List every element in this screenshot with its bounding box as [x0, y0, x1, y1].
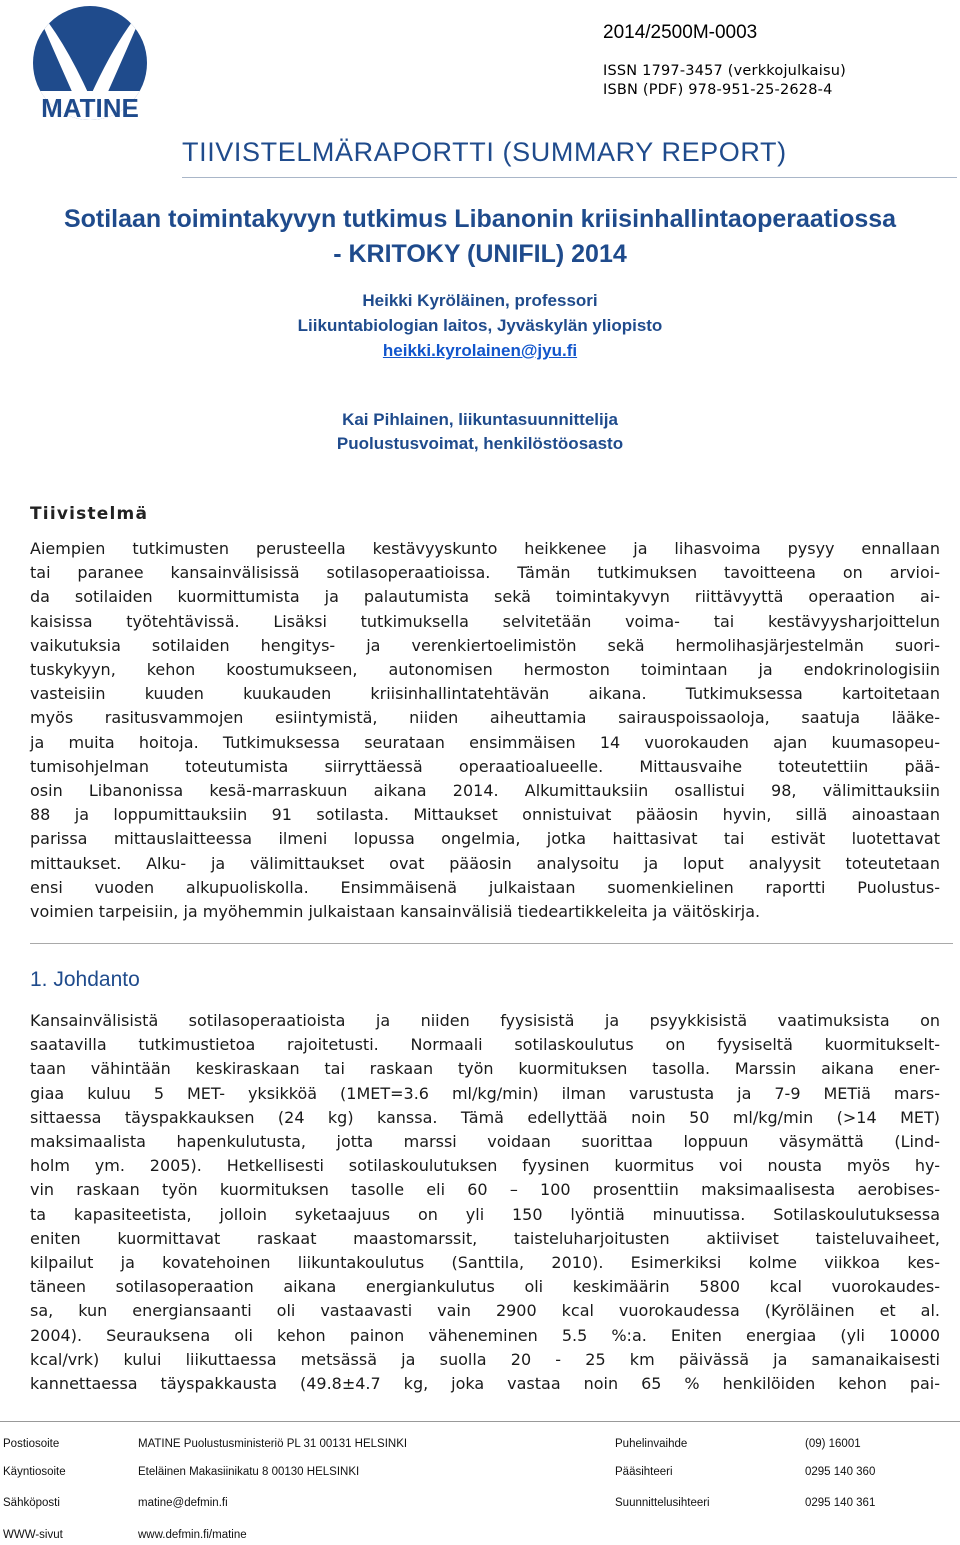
footer-label-email: Sähköposti	[3, 1497, 60, 1509]
section-line: kcal/vrk) kului liikuttaessa metsässä ja suolla 20 - 25 km päivässä ja samanaikaisesti	[30, 1349, 940, 1369]
abstract-line: Aiempien tutkimusten perusteella kestävyyskunto heikkenee ja lihasvoima pysyy ennallaan	[30, 539, 940, 558]
section-line: 2004). Seurauksena oli kehon painon väheneminen 5.5 %:a. Eniten energiaa (yli 10000	[30, 1325, 940, 1345]
section-line: sittaessa täyspakkauksen (24 kg) kanssa. Tämä edellyttää noin 50 ml/kg/min (>14 MET)	[30, 1107, 940, 1127]
divider	[182, 177, 957, 178]
footer-label-postal: Postiosoite	[3, 1438, 60, 1450]
footer-value-planning-secretary: 0295 140 361	[805, 1497, 876, 1509]
section-line: sa, kun energiansaanti oli vastaavasti vain 2900 kcal vuorokaudessa (Kyröläinen et al.	[30, 1301, 940, 1321]
abstract-line: tumisohjelman toteutumista siirryttäessä operaatioalueelle. Mittausvaihe toteutettiin pää-	[30, 756, 940, 776]
author-1-email-link[interactable]: heikki.kyrolainen@jyu.fi	[382, 341, 578, 360]
abstract-line: ensi vuoden alkupuoliskolla. Ensimmäisenä julkaistaan suomenkielinen raportti Puolustus-	[30, 877, 940, 897]
abstract-heading: Tiivistelmä	[30, 504, 149, 524]
abstract-line: myös rasitusvammojen esiintymistä, niiden aiheuttamia sairauspoissaoloja, saatuja lääke-	[30, 708, 940, 728]
footer-label-visiting: Käyntiosoite	[3, 1466, 66, 1478]
report-type: TIIVISTELMÄRAPORTTI (SUMMARY REPORT)	[182, 137, 787, 167]
section-body	[30, 1009, 940, 1396]
abstract-line: voimien tarpeisiin, ja myöhemmin julkaistaan kansainvälisiä tiedeartikkeleita ja väitöskirja.	[30, 902, 761, 922]
footer-value-visiting: Eteläinen Makasiinikatu 8 00130 HELSINKI	[138, 1466, 360, 1478]
author-2-name: Kai Pihlainen, liikuntasuunnittelija	[342, 410, 618, 429]
abstract-line: osin Libanonissa kesä-marraskuun aikana 2014. Alkumittauksiin osallistui 98, välimittauksiin	[30, 781, 940, 801]
abstract-line: vasteisiin kuuden kuukauden kriisinhallintatehtävän aikana. Tutkimuksessa kartoitetaan	[30, 684, 940, 704]
issn: ISSN 1797-3457 (verkkojulkaisu)	[603, 63, 846, 79]
section-line: giaa kuluu 5 MET- yksikköä (1MET=3.6 ml/kg/min) ilman varustusta ja 7-9 METiä mars-	[30, 1083, 940, 1103]
logo-wordmark: MATINE	[41, 93, 139, 121]
abstract-line: mittaukset. Alku- ja välimittaukset ovat pääosin analysoitu ja loput analyysit toteutetaan	[30, 853, 940, 873]
title-line-1: Sotilaan toimintakyvyn tutkimus Libanonin kriisinhallintaoperaatiossa	[63, 205, 897, 233]
section-heading: 1. Johdanto	[30, 968, 140, 991]
footer-label-web: WWW-sivut	[3, 1529, 63, 1541]
footer-value-secretary-general: 0295 140 360	[805, 1466, 876, 1478]
section-line: täneen sotilasoperaation aikana energiankulutus oli keskimäärin 5800 kcal vuorokaudes-	[30, 1277, 940, 1297]
divider	[30, 943, 953, 944]
abstract-line: kaisissa työtehtävissä. Lisäksi tutkimuksella selvitetään voima- tai kestävyysharjoittelun	[30, 611, 940, 631]
section-line: saatavilla tutkimustietoa rajoitetusti. Normaali sotilaskoulutus on fyysiseltä kuormitukselt-	[30, 1035, 940, 1055]
section-line: Kansainvälisistä sotilasoperaatioista ja niiden fyysisistä ja psyykkisistä vaatimuksista on	[30, 1011, 940, 1030]
matine-logo-icon	[20, 5, 160, 121]
footer-label-planning-secretary: Suunnittelusihteeri	[615, 1497, 710, 1509]
author-2-affiliation: Puolustusvoimat, henkilöstöosasto	[336, 434, 624, 453]
isbn: ISBN (PDF) 978-951-25-2628-4	[603, 82, 833, 98]
footer-divider	[0, 1421, 960, 1422]
section-line: taan vähintään keskiraskaan tai raskaan työn kuormituksen tasolla. Marssin aikana ener-	[30, 1059, 940, 1079]
footer-label-switchboard: Puhelinvaihde	[615, 1438, 688, 1450]
footer-value-email[interactable]: matine@defmin.fi	[138, 1497, 228, 1509]
author-1-name: Heikki Kyröläinen, professori	[362, 291, 598, 310]
author-1-email-row	[0, 341, 960, 361]
section-line: kannettaessa täyspakkausta (49.8±4.7 kg, joka vastaa noin 65 % henkilöiden kehon pai-	[30, 1374, 940, 1394]
author-1-affiliation: Liikuntabiologian laitos, Jyväskylän yliopisto	[297, 316, 663, 335]
abstract-line: vaikutuksia sotilaiden hengitys- ja verenkiertoelimistön sekä hermolihasjärjestelmän suori-	[30, 635, 940, 655]
section-line: maksimaalista hapenkulutusta, jotta marssi voidaan suorittaa loppuun väsymättä (Lind-	[30, 1132, 940, 1152]
section-line: eniten kuormittavat raskaat maastomarssit, taisteluharjoitusten aktiiviset taisteluvaiheet,	[30, 1228, 940, 1248]
abstract-line: tuskykyyn, kehon koostumukseen, autonomisen hermoston toimintaan ja endokrinologisiin	[30, 660, 940, 680]
title-line-2: - KRITOKY (UNIFIL) 2014	[333, 240, 627, 268]
section-line: vin raskaan työn kuormituksen tasolle eli 60 – 100 prosenttiin maksimaalisesta aerobises-	[30, 1180, 940, 1200]
matine-logo	[20, 5, 160, 121]
section-line: ta kapasiteetista, jolloin syketaajuus on yli 150 lyöntiä minuutissa. Sotilaskoulutuksessa	[30, 1204, 940, 1224]
abstract-line: parissa mittauslaitteessa ilmeni lopussa ongelmia, jotka haittasivat tai estivät luotettavat	[30, 829, 940, 849]
section-line: holm ym. 2005). Hetkellisesti sotilaskoulutuksen fyysinen kuormitus voi nousta myös hy-	[30, 1156, 940, 1176]
footer-value-postal: MATINE Puolustusministeriö PL 31 00131 HELSINKI	[138, 1438, 408, 1450]
footer-value-web[interactable]: www.defmin.fi/matine	[138, 1529, 247, 1541]
abstract-body	[30, 537, 940, 924]
footer-value-switchboard: (09) 16001	[805, 1438, 861, 1450]
footer-label-secretary-general: Pääsihteeri	[615, 1466, 673, 1478]
abstract-line: da sotilaiden kuormittumista ja palautumista sekä toimintakyvyn riittävyyttä operaation ai-	[30, 587, 940, 607]
abstract-line: 88 ja loppumittauksiin 91 sotilasta. Mittaukset onnistuivat pääosin hyvin, sillä ainoastaan	[30, 805, 940, 825]
section-line: kilpailut ja kovatehoinen liikuntakoulutus (Santtila, 2010). Esimerkiksi kolme viikkoa kes-	[30, 1253, 940, 1273]
abstract-line: ja muita hoitoja. Tutkimuksessa seurataan ensimmäisen 14 vuorokauden ajan kuumasopeu-	[30, 732, 940, 752]
abstract-line: tai paranee kansainvälisissä sotilasoperaatioissa. Tämän tutkimuksen tavoitteena on arvioi-	[30, 563, 940, 583]
document-number: 2014/2500M-0003	[603, 22, 758, 43]
